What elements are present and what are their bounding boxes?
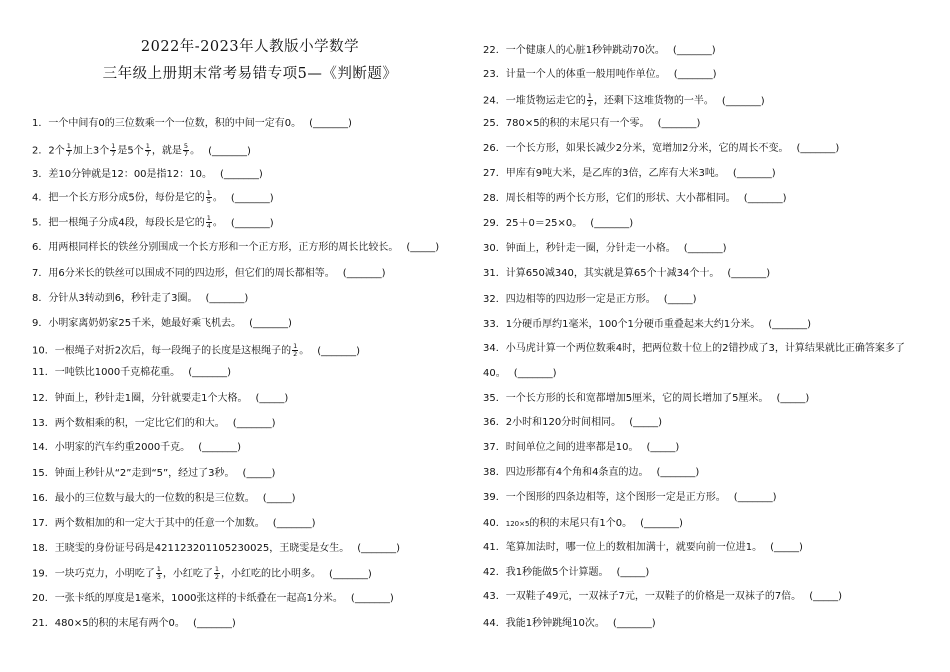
fraction-numerator: 1 bbox=[156, 565, 161, 573]
question-text: 一堆货物运走它的 bbox=[505, 95, 586, 107]
question-text: 差10分钟就是12：00是指12：10。 bbox=[48, 169, 212, 180]
answer-blank[interactable]: (_____) bbox=[242, 468, 276, 479]
question-text: 两个数相加的和一定大于其中的任意一个加数。 bbox=[54, 518, 265, 529]
question-text: 。 bbox=[299, 345, 310, 357]
question-text: 一张卡纸的厚度是1毫米，1000张这样的卡纸叠在一起高1分米。 bbox=[54, 593, 343, 604]
question-number: 4． bbox=[32, 192, 49, 204]
question-text: 把一根绳子分成4段，每段长是它的 bbox=[48, 217, 205, 229]
answer-blank[interactable]: (_______) bbox=[192, 618, 236, 629]
question-number: 13． bbox=[32, 418, 55, 429]
question-number: 26． bbox=[483, 143, 506, 154]
question-text: 780×5的积的末尾只有一个零。 bbox=[505, 118, 650, 129]
question-number: 30． bbox=[483, 243, 506, 254]
fraction bbox=[206, 190, 212, 205]
fraction-denominator: 7 bbox=[145, 150, 150, 158]
answer-blank[interactable]: (_______) bbox=[230, 192, 274, 204]
question-number: 36． bbox=[483, 417, 506, 428]
question-number: 31． bbox=[483, 268, 506, 279]
question-item bbox=[483, 392, 809, 406]
question-text: 钟面上秒针从“2”走到“5”，经过了3秒。 bbox=[54, 468, 235, 479]
answer-blank[interactable]: (_______) bbox=[188, 367, 231, 378]
fraction-numerator: 1 bbox=[111, 142, 116, 150]
question-item bbox=[32, 517, 316, 531]
fraction-denominator: 3 bbox=[156, 573, 161, 581]
question-text: 小马虎计算一个两位数乘4时，把两位数十位上的2错抄成了3，计算结果就比正确答案多了 bbox=[505, 343, 905, 354]
question-number: 38． bbox=[483, 467, 506, 478]
question-number: 2． bbox=[32, 145, 49, 157]
question-number: 14． bbox=[32, 442, 55, 453]
question-item bbox=[483, 590, 842, 604]
question-number: 6． bbox=[32, 242, 49, 253]
answer-blank[interactable]: (_______) bbox=[309, 118, 352, 129]
question-item bbox=[483, 318, 811, 332]
answer-blank[interactable]: (_______) bbox=[513, 368, 557, 379]
answer-blank[interactable]: (_______) bbox=[768, 319, 812, 330]
question-number: 43． bbox=[483, 591, 506, 602]
question-text: 把一个长方形分成5份，每份是它的 bbox=[48, 192, 205, 204]
question-item bbox=[32, 241, 439, 255]
question-item bbox=[483, 93, 765, 109]
question-text: 一吨铁比1000千克棉花重。 bbox=[54, 367, 181, 378]
fraction bbox=[183, 143, 189, 158]
question-text: 钟面上，秒针走一圈，分针走一小格。 bbox=[505, 243, 676, 254]
question-number: 34． bbox=[483, 343, 506, 354]
question-item bbox=[32, 617, 236, 631]
question-number: 42． bbox=[483, 567, 506, 578]
fraction bbox=[214, 566, 220, 581]
question-item bbox=[483, 117, 700, 131]
document-title: 2022年-2023年人教版小学数学 bbox=[140, 39, 360, 55]
question-number: 8． bbox=[32, 293, 49, 304]
question-number: 35． bbox=[483, 393, 506, 404]
fraction bbox=[145, 143, 151, 158]
question-item bbox=[483, 192, 787, 206]
question-text: 一个长方形，如果长减少2分米，宽增加2分米，它的周长不变。 bbox=[505, 143, 789, 154]
question-number: 11． bbox=[32, 367, 55, 378]
fraction-denominator: 7 bbox=[111, 150, 116, 158]
question-text: 钟面上，秒针走1圈，分针就要走1个大格。 bbox=[54, 393, 248, 404]
question-item bbox=[32, 441, 241, 455]
fraction-numerator: 1 bbox=[66, 142, 71, 150]
question-text: 计算650减340，其实就是算65个十减34个十。 bbox=[505, 268, 720, 279]
question-number: 19． bbox=[32, 568, 55, 580]
question-number: 28． bbox=[483, 193, 506, 204]
question-text: 。 bbox=[212, 217, 223, 229]
question-expression: 120×5 bbox=[505, 520, 530, 528]
answer-blank[interactable]: (_______) bbox=[683, 243, 727, 254]
answer-blank[interactable]: (_______) bbox=[357, 543, 401, 554]
question-text: 1分硬币厚约1毫米，100个1分硬币重叠起来大约1分米。 bbox=[505, 319, 761, 330]
answer-blank[interactable]: (_______) bbox=[329, 568, 372, 580]
fraction bbox=[156, 566, 162, 581]
question-text: 用6分米长的铁丝可以围成不同的四边形，但它们的周长都相等。 bbox=[48, 268, 335, 279]
question-text: 最小的三位数与最大的一位数的积是三位数。 bbox=[54, 493, 255, 504]
question-number: 41． bbox=[483, 542, 506, 553]
question-text: 两个数相乘的积，一定比它们的和大。 bbox=[54, 418, 225, 429]
question-text: 一个中间有0的三位数乘一个一位数，积的中间一定有0。 bbox=[48, 118, 302, 129]
answer-blank[interactable]: (_______) bbox=[732, 168, 776, 179]
answer-blank[interactable]: (_______) bbox=[342, 268, 386, 279]
question-text: 甲库有9吨大米，是乙库的3倍，乙库有大米3吨。 bbox=[505, 168, 725, 179]
answer-blank[interactable]: (_______) bbox=[640, 518, 683, 529]
question-number: 33． bbox=[483, 319, 506, 330]
fraction-denominator: 7 bbox=[183, 150, 189, 158]
question-item bbox=[32, 542, 400, 556]
question-text: 2个 bbox=[48, 145, 65, 157]
question-item bbox=[483, 68, 717, 82]
answer-blank[interactable]: (_______) bbox=[232, 418, 276, 429]
fraction-numerator: 1 bbox=[587, 92, 592, 100]
question-item bbox=[483, 416, 662, 430]
question-item bbox=[483, 217, 633, 231]
question-item bbox=[483, 617, 656, 631]
question-number: 18． bbox=[32, 543, 55, 554]
answer-blank[interactable]: (_______) bbox=[590, 218, 634, 229]
fraction bbox=[66, 143, 72, 158]
question-text: ，小红吃了 bbox=[162, 568, 213, 580]
question-number: 25． bbox=[483, 118, 506, 129]
question-text: 加上3个 bbox=[72, 145, 110, 157]
fraction-denominator: 2 bbox=[293, 350, 298, 358]
answer-blank[interactable]: (_____) bbox=[663, 294, 697, 305]
question-text: 一个图形的四条边相等，这个图形一定是正方形。 bbox=[505, 492, 726, 503]
question-text: 2小时和120分时间相同。 bbox=[505, 417, 622, 428]
fraction-denominator: 2 bbox=[587, 100, 592, 108]
question-text: 40。 bbox=[483, 368, 506, 379]
question-number: 27． bbox=[483, 168, 506, 179]
question-text: 一个健康人的心脏1秒钟跳动70次。 bbox=[505, 45, 665, 56]
question-number: 16． bbox=[32, 493, 55, 504]
question-text: 时间单位之间的进率都是10。 bbox=[505, 442, 639, 453]
question-item bbox=[32, 292, 248, 306]
question-item bbox=[32, 143, 251, 159]
question-item bbox=[483, 466, 699, 480]
question-text: 25＋0＝25×0。 bbox=[505, 218, 583, 229]
fraction-denominator: 4 bbox=[206, 222, 211, 230]
answer-blank[interactable]: (_____) bbox=[776, 393, 810, 404]
fraction-denominator: 2 bbox=[214, 573, 220, 581]
answer-blank[interactable]: (_______) bbox=[672, 45, 716, 56]
question-text: 一根绳子对折2次后，每一段绳子的长度是这根绳子的 bbox=[54, 345, 292, 357]
question-number: 37． bbox=[483, 442, 506, 453]
question-text: 是5个 bbox=[117, 145, 144, 157]
question-text: 小明家的汽车约重2000千克。 bbox=[54, 442, 191, 453]
answer-blank[interactable]: (_______) bbox=[796, 143, 840, 154]
question-item bbox=[32, 168, 263, 182]
question-text: 王晓雯的身份证号码是421123201105230025，王晓雯是女生。 bbox=[54, 543, 350, 554]
question-text: 480×5的积的末尾有两个0。 bbox=[54, 618, 185, 629]
question-item bbox=[32, 492, 296, 506]
question-number: 24． bbox=[483, 95, 506, 107]
question-item bbox=[32, 190, 274, 206]
answer-blank[interactable]: (_____) bbox=[629, 417, 662, 428]
answer-blank[interactable]: (_______) bbox=[249, 318, 292, 329]
question-number: 17． bbox=[32, 518, 55, 529]
answer-blank[interactable]: (_____) bbox=[255, 393, 289, 404]
question-number: 5． bbox=[32, 217, 49, 229]
answer-blank[interactable]: (_____) bbox=[406, 242, 440, 253]
question-item bbox=[32, 417, 276, 431]
question-item bbox=[32, 317, 292, 331]
question-number: 44． bbox=[483, 618, 506, 629]
question-item bbox=[483, 367, 557, 381]
question-number: 20． bbox=[32, 593, 55, 604]
answer-blank[interactable]: (_______) bbox=[673, 69, 717, 80]
question-text: 一个长方形的长和宽都增加5厘米，它的周长增加了5厘米。 bbox=[505, 393, 769, 404]
question-text: ，还剩下这堆货物的一半。 bbox=[593, 95, 714, 107]
question-number: 7． bbox=[32, 268, 49, 279]
question-number: 40． bbox=[483, 518, 506, 529]
fraction-denominator: 7 bbox=[66, 150, 71, 158]
question-text: 的积的末尾只有1个0。 bbox=[529, 518, 633, 529]
question-item bbox=[483, 293, 697, 307]
question-number: 1． bbox=[32, 118, 49, 129]
answer-blank[interactable]: (_______) bbox=[230, 217, 274, 229]
question-text: 用两根同样长的铁丝分别围成一个长方形和一个正方形，正方形的周长比较长。 bbox=[48, 242, 399, 253]
fraction bbox=[206, 215, 212, 230]
answer-blank[interactable]: (_______) bbox=[208, 145, 251, 157]
question-text: 我1秒能做5个计算题。 bbox=[505, 567, 609, 578]
question-text: 我能1秒钟跳绳10次。 bbox=[505, 618, 605, 629]
question-item bbox=[32, 592, 394, 606]
question-item bbox=[32, 215, 274, 231]
answer-blank[interactable]: (_______) bbox=[205, 293, 249, 304]
question-number: 22． bbox=[483, 45, 506, 56]
question-number: 10． bbox=[32, 345, 55, 357]
fraction-numerator: 1 bbox=[145, 142, 150, 150]
question-text: 一块巧克力，小明吃了 bbox=[54, 568, 155, 580]
answer-blank[interactable]: (_______) bbox=[743, 193, 787, 204]
question-text: 计量一个人的体重一般用吨作单位。 bbox=[505, 69, 666, 80]
question-item bbox=[32, 467, 275, 481]
question-number: 21． bbox=[32, 618, 55, 629]
fraction-numerator: 1 bbox=[206, 189, 211, 197]
question-item bbox=[483, 517, 683, 531]
question-text: 周长相等的两个长方形，它们的形状、大小都相同。 bbox=[505, 193, 736, 204]
question-item bbox=[32, 392, 288, 406]
question-text: 。 bbox=[190, 145, 201, 157]
question-item bbox=[483, 491, 777, 505]
question-text: 笔算加法时，哪一位上的数相加满十，就要向前一位进1。 bbox=[505, 542, 763, 553]
answer-blank[interactable]: (_____) bbox=[646, 442, 680, 453]
answer-blank[interactable]: (_______) bbox=[317, 345, 361, 357]
question-text: 四边相等的四边形一定是正方形。 bbox=[505, 294, 656, 305]
question-item bbox=[483, 167, 776, 181]
question-item bbox=[483, 441, 679, 455]
question-number: 15． bbox=[32, 468, 55, 479]
question-item bbox=[483, 242, 727, 256]
answer-blank[interactable]: (_______) bbox=[612, 618, 656, 629]
answer-blank[interactable]: (_______) bbox=[198, 442, 241, 453]
answer-blank[interactable]: (_____) bbox=[616, 567, 650, 578]
question-text: 四边形都有4个角和4条直的边。 bbox=[505, 467, 649, 478]
question-item bbox=[483, 342, 905, 356]
question-number: 23． bbox=[483, 69, 506, 80]
fraction-numerator: 1 bbox=[293, 342, 298, 350]
question-number: 39． bbox=[483, 492, 506, 503]
question-text: 小明家离奶奶家25千米，她最好乘飞机去。 bbox=[48, 318, 242, 329]
question-item bbox=[32, 343, 360, 359]
answer-blank[interactable]: (_______) bbox=[656, 467, 700, 478]
question-item bbox=[483, 566, 649, 580]
answer-blank[interactable]: (_______) bbox=[220, 169, 263, 180]
answer-blank[interactable]: (_______) bbox=[721, 95, 765, 107]
question-number: 32． bbox=[483, 294, 506, 305]
answer-blank[interactable]: (_______) bbox=[350, 593, 394, 604]
question-item bbox=[32, 566, 372, 582]
answer-blank[interactable]: (_______) bbox=[272, 518, 316, 529]
answer-blank[interactable]: (_______) bbox=[727, 268, 771, 279]
fraction-numerator: 1 bbox=[214, 565, 220, 573]
fraction bbox=[292, 343, 298, 358]
question-text: ，就是 bbox=[151, 145, 182, 157]
question-text: ，小红吃的比小明多。 bbox=[221, 568, 322, 580]
fraction-numerator: 1 bbox=[206, 214, 211, 222]
fraction-numerator: 5 bbox=[183, 142, 189, 150]
question-item bbox=[483, 541, 803, 555]
question-text: 。 bbox=[212, 192, 223, 204]
answer-blank[interactable]: (_______) bbox=[733, 492, 777, 503]
question-item bbox=[32, 267, 386, 281]
question-number: 3． bbox=[32, 169, 49, 180]
question-number: 12． bbox=[32, 393, 55, 404]
document-subtitle: 三年级上册期末常考易错专项5—《判断题》 bbox=[102, 66, 398, 82]
question-item bbox=[483, 44, 716, 58]
answer-blank[interactable]: (_______) bbox=[657, 118, 701, 129]
question-text: 一双鞋子49元，一双袜子7元，一双鞋子的价格是一双袜子的7倍。 bbox=[505, 591, 802, 602]
question-text: 分针从3转动到6，秒针走了3圈。 bbox=[48, 293, 198, 304]
question-item bbox=[32, 366, 231, 380]
fraction bbox=[110, 143, 116, 158]
question-item bbox=[32, 117, 352, 131]
fraction bbox=[587, 93, 593, 108]
question-item bbox=[483, 142, 839, 156]
question-number: 29． bbox=[483, 218, 506, 229]
answer-blank[interactable]: (_____) bbox=[770, 542, 803, 553]
fraction-denominator: 5 bbox=[206, 197, 211, 205]
answer-blank[interactable]: (_____) bbox=[262, 493, 296, 504]
question-number: 9． bbox=[32, 318, 49, 329]
answer-blank[interactable]: (_____) bbox=[809, 591, 842, 602]
question-item bbox=[483, 267, 770, 281]
